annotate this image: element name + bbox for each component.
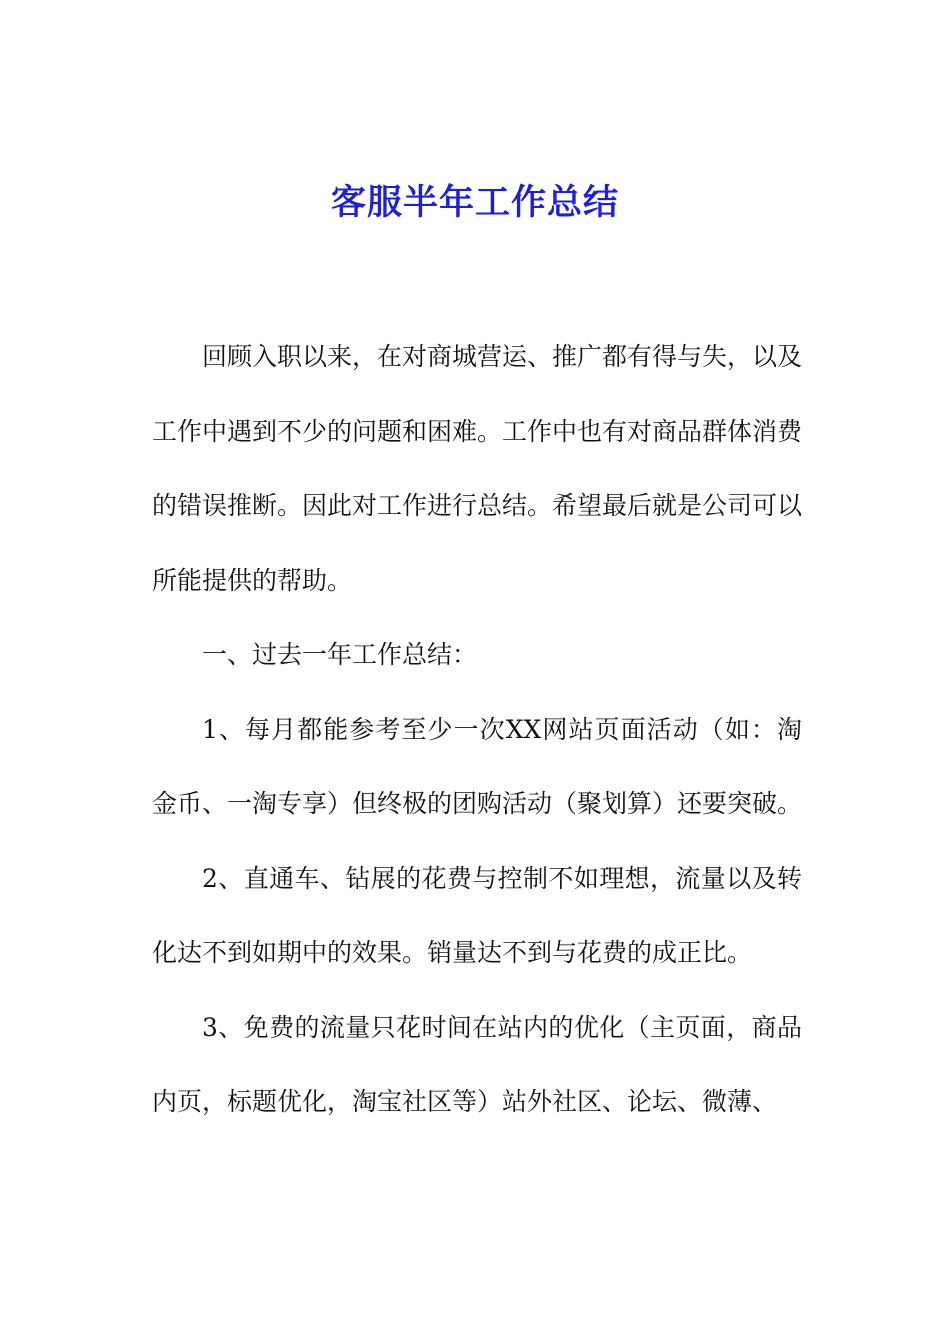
- list-item-2: 2、直通车、钻展的花费与控制不如理想，流量以及转化达不到如期中的效果。销量达不到与花费的成正比。: [152, 863, 802, 967]
- paragraph-intro: 回顾入职以来，在对商城营运、推广都有得与失，以及工作中遇到不少的问题和困难。工作中也有对商品群体消费的错误推断。因此对工作进行总结。希望最后就是公司可以所能提供的帮助。: [152, 342, 803, 595]
- document-body: [152, 320, 802, 1140]
- list-item-1: 1、每月都能参考至少一次XX网站页面活动（如：淘金币、一淘专享）但终极的团购活动（聚划算）还要突破。: [152, 714, 803, 818]
- list-item-3: 3、免费的流量只花时间在站内的优化（主页面，商品内页，标题优化，淘宝社区等）站外社区、论坛、微薄、: [152, 1012, 802, 1116]
- section-heading-past-year-summary: 一、过去一年工作总结：: [202, 640, 478, 669]
- document-title: 客服半年工作总结: [330, 183, 619, 223]
